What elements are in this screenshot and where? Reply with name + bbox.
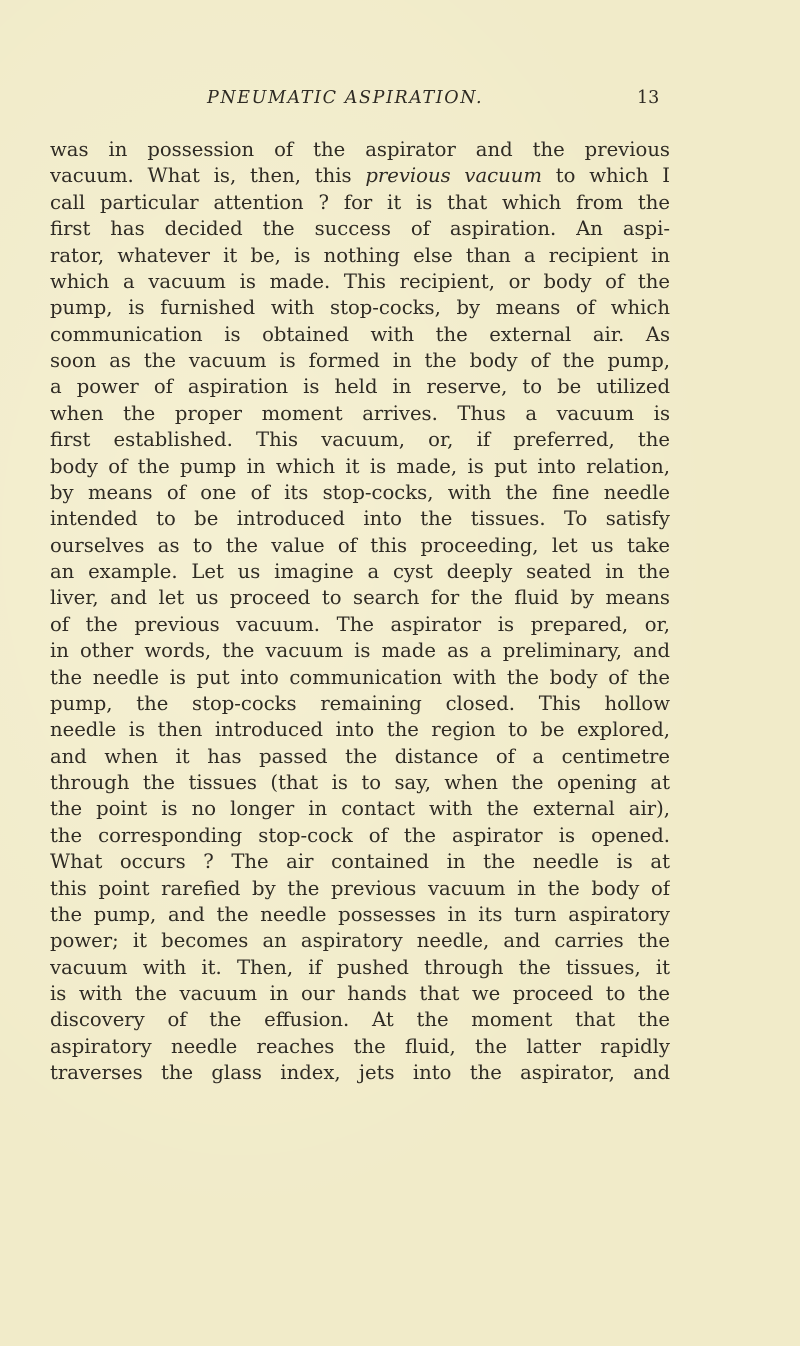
text-line: needle is then introduced into the region to be explored, bbox=[50, 718, 670, 742]
running-title: PNEUMATIC ASPIRATION. bbox=[207, 88, 484, 108]
text-line: is with the vacuum in our hands that we proceed to the bbox=[50, 982, 670, 1005]
text-line: aspiratory needle reaches the fluid, the latter rapidly bbox=[50, 1034, 670, 1058]
text-line: the pump, and the needle possesses in its turn aspiratory bbox=[50, 902, 670, 926]
text-line: the needle is put into communication with the body of the bbox=[50, 665, 670, 689]
text-line: and when it has passed the distance of a centimetre bbox=[50, 744, 670, 768]
text-line: which a vacuum is made. This recipient, or body of the bbox=[50, 269, 670, 293]
text-line: discovery of the effusion. At the moment that the bbox=[50, 1008, 670, 1032]
text-line: call particular attention ? for it is that which from the bbox=[50, 190, 670, 214]
text-line: ourselves as to the value of this proceeding, let us take bbox=[50, 533, 670, 557]
text-line: through the tissues (that is to say, when the opening at bbox=[50, 771, 670, 794]
text-line: body of the pump in which it is made, is put into relation, bbox=[50, 454, 670, 478]
text-line: communication is obtained with the external air. As bbox=[50, 322, 670, 346]
text-line: first established. This vacuum, or, if preferred, the bbox=[50, 428, 670, 452]
text-line: an example. Let us imagine a cyst deeply seated in the bbox=[50, 560, 670, 583]
text-line: this point rarefied by the previous vacuum in the body of bbox=[50, 876, 670, 900]
text-line: intended to be introduced into the tissues. To satisfy bbox=[50, 507, 670, 531]
text-line: when the proper moment arrives. Thus a vacuum is bbox=[50, 401, 670, 425]
body-text bbox=[50, 137, 670, 1087]
text-line: the corresponding stop-cock of the aspirator is opened. bbox=[50, 823, 670, 847]
text-line: was in possession of the aspirator and the previous bbox=[50, 138, 670, 161]
text-line: the point is no longer in contact with the external air), bbox=[50, 797, 670, 821]
text-line: traverses the glass index, jets into the aspirator, and bbox=[50, 1061, 670, 1085]
page-number: 13 bbox=[637, 88, 660, 108]
text-line: a power of aspiration is held in reserve, to be utilized bbox=[50, 375, 670, 399]
text-line: pump, the stop-cocks remaining closed. This hollow bbox=[50, 691, 670, 715]
text-line: vacuum with it. Then, if pushed through the tissues, it bbox=[50, 955, 670, 979]
text-line-end: to which I bbox=[541, 164, 670, 188]
text-line: by means of one of its stop-cocks, with the fine needle bbox=[50, 480, 670, 504]
text-line: soon as the vacuum is formed in the body of the pump, bbox=[50, 349, 670, 372]
text-line: pump, is furnished with stop-cocks, by means of which bbox=[50, 296, 670, 320]
text-line-start: vacuum. What is, then, this bbox=[50, 164, 366, 188]
page-header bbox=[0, 88, 800, 116]
text-line: first has decided the success of aspiration. An aspi- bbox=[50, 217, 670, 241]
text-line: power; it becomes an aspiratory needle, and carries the bbox=[50, 929, 670, 953]
text-line: rator, whatever it be, is nothing else than a recipient in bbox=[50, 243, 670, 267]
text-line bbox=[50, 163, 670, 189]
text-line: in other words, the vacuum is made as a preliminary, and bbox=[50, 639, 670, 663]
text-line: of the previous vacuum. The aspirator is prepared, or, bbox=[50, 612, 670, 636]
text-line: liver, and let us proceed to search for the fluid by means bbox=[50, 586, 670, 610]
text-line: What occurs ? The air contained in the needle is at bbox=[50, 850, 670, 874]
emphasis-previous-vacuum: previous vacuum bbox=[365, 164, 542, 188]
